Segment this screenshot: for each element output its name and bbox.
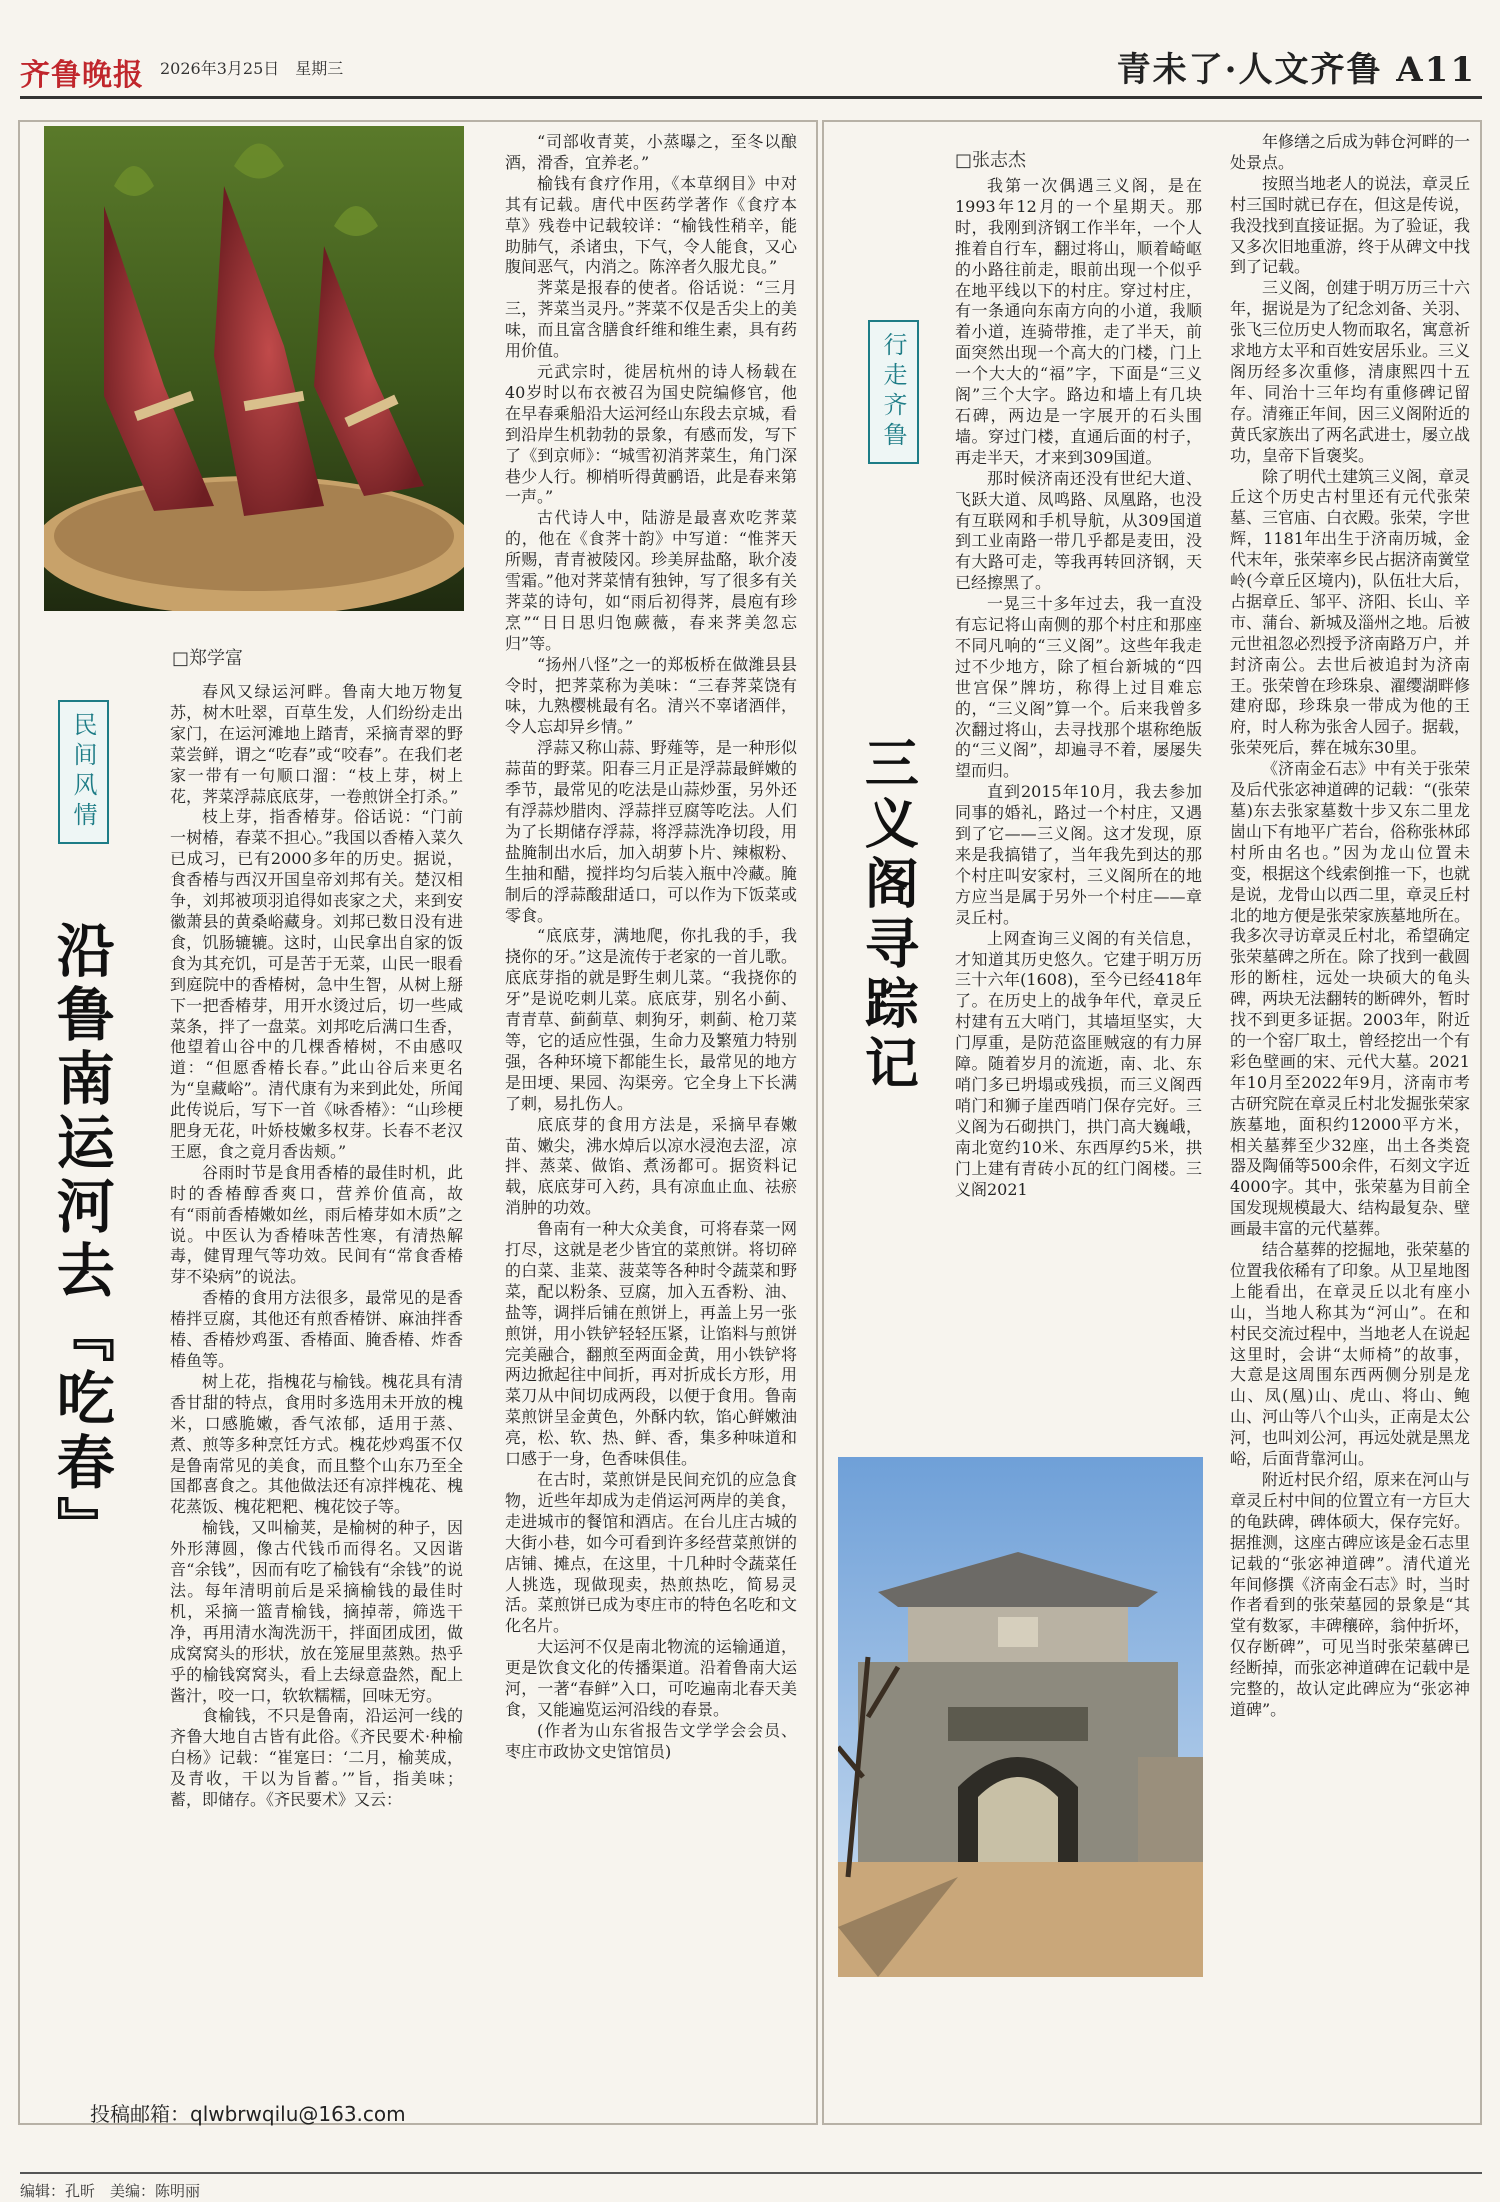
editor-credits: 编辑：孔昕 美编：陈明丽 [20, 2182, 201, 2200]
article-paragraph: 古代诗人中，陆游是最喜欢吃荠菜的，他在《食荠十韵》中写道：“惟荠天所赐，青青被陵冈。珍美屏盐酪，耿介凌雪霜。”他对荠菜情有独钟，写了很多有关荠菜的诗句，如“雨后初得荠，晨庖有珍烹”“日日思归饱蕨薇，春来荠美忽忘归”等。 [505, 508, 797, 653]
article-paragraph: 元武宗时，徙居杭州的诗人杨载在40岁时以布衣被召为国史院编修官，他在早春乘船沿大运河经山东段去京城，看到沿岸生机勃勃的景象，有感而发，写下了《到京师》：“城雪初消荠菜生，角门深巷少人行。柳梢听得黄鹂语，此是春来第一声。” [505, 361, 797, 507]
sanyi-pavilion-photo [838, 1457, 1203, 1977]
article-column [170, 682, 463, 2102]
article-paragraph: 除了明代土建筑三义阁，章灵丘这个历史古村里还有元代张荣墓、三官庙、白衣殿。张荣，字世辉，1181年出生于济南历城，金代末年，张荣率乡民占据济南黉堂岭(今章丘区境内)，队伍壮大后，占据章丘、邹平、济阳、长山、辛市、蒲台、新城及淄州之地。后被元世祖忽必烈授予济南路万户，并封济南公。去世后被追封为济南王。张荣曾在珍珠泉、濯缨湖畔修建府邸，珍珠泉一带成为他的王府，时人称为张舍人园子。据载，张荣死后，葬在城东30里。 [1230, 466, 1470, 758]
toona-sprouts-photo [44, 126, 464, 611]
article-paragraph: 在古时，菜煎饼是民间充饥的应急食物，近些年却成为走俏运河两岸的美食，走进城市的餐馆和酒店。在台儿庄古城的大街小巷，如今可看到许多经营菜煎饼的店铺、摊点，在这里，十几种时令蔬菜任人挑选，现做现卖，热煎热吃，简易灵活。菜煎饼已成为枣庄市的特色名吃和文化名片。 [505, 1470, 797, 1636]
issue-date: 2026年3月25日 星期三 [160, 59, 344, 78]
article-paragraph: 那时候济南还没有世纪大道、飞跃大道、凤鸣路、凤凰路，也没有互联网和手机导航，从309国道到工业南路一带几乎都是麦田，没有大路可走，等我再转回济钢，天已经擦黑了。 [955, 468, 1202, 593]
author-byline: □郑学富 [172, 648, 244, 669]
masthead-logo: 齐鲁晚报 [20, 58, 144, 93]
article-paragraph: 三义阁，创建于明万历三十六年，据说是为了纪念刘备、关羽、张飞三位历史人物而取名，寓意祈求地方太平和百姓安居乐业。三义阁历经多次重修，清康熙四十五年、同治十三年均有重修碑记留存。清雍正年间，因三义阁附近的黄氏家族出了两名武进士，屡立战功，皇帝下旨褒奖。 [1230, 278, 1470, 465]
article-paragraph: 我第一次偶遇三义阁，是在1993年12月的一个星期天。那时，我刚到济钢工作半年，一个人推着自行车，翻过将山，顺着崎岖的小路往前走，眼前出现一个似乎在地平线以下的村庄。穿过村庄，有一条通向东南方向的小道，我顺着小道，连骑带推，走了半天，前面突然出现一个高大的门楼，门上一个大大的“福”字，下面是“三义阁”三个大字。路边和墙上有几块石碑，两边是一字展开的石头围墙。穿过门楼，直通后面的村子，再走半天，才来到309国道。 [955, 176, 1202, 467]
header-divider [20, 96, 1482, 99]
footer-divider [20, 2172, 1482, 2174]
article-paragraph: 《济南金石志》中有关于张荣及后代张宓神道碑的记载：“(张荣墓)东去张家墓数十步又东二里龙崮山下有地平广若台，俗称张林邱村所由名也。”因为龙山位置未变，根据这个线索倒推一下，也就是说，龙骨山以西二里，章灵丘村北的地方便是张荣家族墓地所在。我多次寻访章灵丘村北，希望确定张荣墓碑之所在。除了找到一截圆形的断柱，远处一块硕大的龟头碑，两块无法翻转的断碑外，暂时找不到更多证据。2003年，附近的一个窑厂取土，曾经挖出一个有彩色壁画的宋、元代大墓。2021年10月至2022年9月，济南市考古研究院在章灵丘村北发掘张荣家族墓地，面积约12000平方米，相关墓葬至少32座，出土各类瓷器及陶俑等500余件，石刻文字近4000字。其中，张荣墓为目前全国发现规模最大、结构最复杂、壁画最丰富的元代墓葬。 [1230, 759, 1470, 1239]
article-paragraph: 榆钱有食疗作用，《本草纲目》中对其有记载。唐代中医药学著作《食疗本草》残卷中记载较详：“榆钱性稍辛，能助肺气，杀诸虫，下气，令人能食，又心腹间恶气，内消之。陈淬者久服尤良。” [505, 173, 797, 277]
column-tag: 行走齐鲁 [868, 320, 919, 464]
article-paragraph: “底底芽，满地爬，你扎我的手，我挠你的牙。”这是流传于老家的一首儿歌。底底芽指的就是野生刺儿菜。“我挠你的牙”是说吃刺儿菜。底底芽，别名小蓟、青青草、蓟蓟草、刺狗牙，刺蓟、枪刀菜等，它的适应性强，生命力及繁殖力特别强，各种环境下都能生长，最常见的地方是田埂、果园、沟渠旁。它全身上下长满了刺，易扎伤人。 [505, 926, 797, 1113]
article-column [955, 176, 1202, 1446]
article-paragraph: 谷雨时节是食用香椿的最佳时机，此时的香椿醇香爽口，营养价值高，故有“雨前香椿嫩如丝，雨后椿芽如木质”之说。中医认为香椿味苦性寒，有清热解毒，健胃理气等功效。民间有“常食香椿芽不染病”的说法。 [170, 1162, 463, 1287]
article-paragraph: 春风又绿运河畔。鲁南大地万物复苏，树木吐翠，百草生发，人们纷纷走出家门，在运河滩地上踏青，采摘青翠的野菜尝鲜，谓之“吃春”或“咬春”。在我们老家一带有一句顺口溜：“枝上芽，树上花，荠菜浮蒜底底芽，一卷煎饼全打杀。” [170, 682, 463, 806]
article-paragraph: 荠菜是报春的使者。俗话说：“三月三，荠菜当灵丹。”荠菜不仅是舌尖上的美味，而且富含膳食纤维和维生素，具有药用价值。 [505, 278, 797, 361]
article-paragraph: “扬州八怪”之一的郑板桥在做潍县县令时，把荠菜称为美味：“三春荠菜饶有味，九熟樱桃最有名。清兴不辜诸酒伴，令人忘却异乡情。” [505, 654, 797, 737]
article-paragraph: 鲁南有一种大众美食，可将春菜一网打尽，这就是老少皆宜的菜煎饼。将切碎的白菜、韭菜、菠菜等各种时令蔬菜和野菜，配以粉条、豆腐，加入五香粉、油、盐等，调拌后铺在煎饼上，再盖上另一张煎饼，用小铁铲轻轻压紧，让馅料与煎饼完美融合，翻煎至两面金黄，用小铁铲将两边掀起往中间折，再对折成长方形，用菜刀从中间切成两段，以便于食用。鲁南菜煎饼呈金黄色，外酥内软，馅心鲜嫩油亮，松、软、热、鲜、香，集多种味道和口感于一身，色香味俱佳。 [505, 1219, 797, 1469]
author-byline: □张志杰 [955, 150, 1027, 171]
article-paragraph: 枝上芽，指香椿芽。俗话说：“门前一树椿，春菜不担心。”我国以香椿入菜久已成习，已有2000多年的历史。据说，食香椿与西汉开国皇帝刘邦有关。楚汉相争，刘邦被项羽追得如丧家之犬，来到安徽萧县的黄桑峪藏身。刘邦已数日没有进食，饥肠辘辘。这时，山民拿出自家的饭食为其充饥，可是苦于无菜，山民一眼看到庭院中的香椿树，急中生智，从树上掰下一把香椿芽，用开水烫过后，切一些咸菜条，拌了一盘菜。刘邦吃后满口生香，他望着山谷中的几棵香椿树，不由感叹道：“但愿香椿长春。”此山谷后来更名为“皇藏峪”。清代康有为来到此处，所闻此传说后，写下一首《咏香椿》：“山珍梗肥身无花，叶娇枝嫩多权芽。长春不老汉王愿，食之竟月香齿颊。” [170, 807, 463, 1161]
article-column [505, 132, 797, 2102]
article-paragraph: 底底芽的食用方法是，采摘早春嫩苗、嫩尖，沸水焯后以凉水浸泡去涩，凉拌、蒸菜、做馅、煮汤都可。据资料记载，底底芽可入药，具有凉血止血、祛瘀消肿的功效。 [505, 1114, 797, 1218]
article-paragraph: 香椿的食用方法很多，最常见的是香椿拌豆腐，其他还有煎香椿饼、麻油拌香椿、香椿炒鸡蛋、香椿面、腌香椿、炸香椿鱼等。 [170, 1288, 463, 1370]
article-paragraph: 年修缮之后成为韩仓河畔的一处景点。 [1230, 132, 1470, 172]
article-paragraph: 结合墓葬的挖掘地，张荣墓的位置我依稀有了印象。从卫星地图上能看出，在章灵丘以北有座小山，当地人称其为“河山”。在和村民交流过程中，当地老人在说起这里时，会讲“太师椅”的故事，大意是这周围东西两侧分别是龙山、凤(凰)山、虎山、将山、鲍山、河山等八个山头，正南是太公河，也叫刘公河，再远处就是黑龙峪，后面背靠河山。 [1230, 1240, 1470, 1469]
section-title: 青未了·人文齐鲁 A11 [1116, 50, 1476, 90]
article-paragraph: 大运河不仅是南北物流的运输通道，更是饮食文化的传播渠道。沿着鲁南大运河，一著“春鲜”入口，可吃遍南北春天美食，又能遍览运河沿线的春景。 [505, 1637, 797, 1719]
article-paragraph: 直到2015年10月，我去参加同事的婚礼，路过一个村庄，又遇到了它——三义阁。这才发现，原来是我搞错了，当年我先到达的那个村庄叫安家村，三义阁所在的地方应当是属于另外一个村庄——章灵丘村。 [955, 782, 1202, 927]
article-paragraph: 树上花，指槐花与榆钱。槐花具有清香甘甜的特点，食用时多选用未开放的槐米，口感脆嫩，香气浓郁，适用于蒸、煮、煎等多种烹饪方式。槐花炒鸡蛋不仅是鲁南常见的美食，而且整个山东乃至全国都喜食之。其他做法还有凉拌槐花、槐花蒸饭、槐花粑粑、槐花饺子等。 [170, 1371, 463, 1517]
article-paragraph: 附近村民介绍，原来在河山与章灵丘村中间的位置立有一方巨大的龟趺碑，碑体硕大，保存完好。据推测，这座古碑应该是金石志里记载的“张宓神道碑”。清代道光年间修撰《济南金石志》时，当时作者看到的张荣墓园的景象是“其堂有数冢，丰碑穰碎，翁仲折坏，仅存断碑”，可见当时张荣墓碑已经断掉，而张宓神道碑在记载中是完整的，故认定此碑应为“张宓神道碑”。 [1230, 1470, 1470, 1719]
article-title: 沿鲁南运河去『吃春』 [46, 920, 115, 1560]
article-paragraph: 食榆钱，不只是鲁南，沿运河一线的齐鲁大地自古皆有此俗。《齐民要术·种榆白杨》记载：“崔寔曰：‘二月，榆荚成，及青收，干以为旨蓄。’”旨，指美味；蓄，即储存。《齐民要术》又云： [170, 1706, 463, 1810]
article-column [1230, 132, 1470, 2102]
article-paragraph: 浮蒜又称山蒜、野薤等，是一种形似蒜苗的野菜。阳春三月正是浮蒜最鲜嫩的季节，最常见的吃法是山蒜炒蛋，另外还有浮蒜炒腊肉、浮蒜拌豆腐等吃法。人们为了长期储存浮蒜，将浮蒜洗净切段，用盐腌制出水后，加入胡萝卜片、辣椒粉、生抽和醋，搅拌均匀后装入瓶中冷藏。腌制后的浮蒜酸甜适口，可以作为下饭菜或零食。 [505, 738, 797, 925]
column-tag: 民间风情 [58, 700, 109, 844]
submission-email: 投稿邮箱：qlwbrwqilu@163.com [90, 2102, 406, 2126]
article-paragraph: 按照当地老人的说法，章灵丘村三国时就已存在，但这是传说，我没找到直接证据。为了验证，我又多次旧地重游，终于从碑文中找到了记载。 [1230, 173, 1470, 277]
article-paragraph: 榆钱，又叫榆荚，是榆树的种子，因外形薄圆，像古代钱币而得名。又因谐音“余钱”，因而有吃了榆钱有“余钱”的说法。每年清明前后是采摘榆钱的最佳时机，采摘一篮青榆钱，摘掉蒂，筛选干净，再用清水淘洗沥干，拌面团成团，做成窝窝头的形状，放在笼屉里蒸熟。热乎乎的榆钱窝窝头，看上去绿意盎然，配上酱汁，咬一口，软软糯糯，回味无穷。 [170, 1518, 463, 1705]
article-paragraph: 上网查询三义阁的有关信息，才知道其历史悠久。它建于明万历三十六年(1608)，至今已经418年了。在历史上的战争年代，章灵丘村建有五大哨门，其墙垣坚实，大门厚重，是防范盗匪贼寇的有力屏障。随着岁月的流逝，南、北、东哨门多已坍塌或残损，而三义阁西哨门和狮子崖西哨门保存完好。三义阁为石砌拱门，拱门高大巍峨，南北宽约10米、东西厚约5米，拱门上建有青砖小瓦的红门阁楼。三义阁2021 [955, 928, 1202, 1199]
article-paragraph: “司部收青荚，小蒸曝之，至冬以酿酒，滑香，宜养老。” [505, 132, 797, 172]
article-paragraph: 一晃三十多年过去，我一直没有忘记将山南侧的那个村庄和那座不同凡响的“三义阁”。这些年我走过不少地方，除了桓台新城的“四世宫保”牌坊，称得上过目难忘的，“三义阁”算一个。后来我曾多次翻过将山，去寻找那个堪称绝版的“三义阁”，却遍寻不着，屡屡失望而归。 [955, 594, 1202, 781]
article-paragraph: (作者为山东省报告文学学会会员、枣庄市政协文史馆馆员) [505, 1720, 797, 1761]
article-title: 三义阁寻踪记 [856, 735, 920, 1095]
